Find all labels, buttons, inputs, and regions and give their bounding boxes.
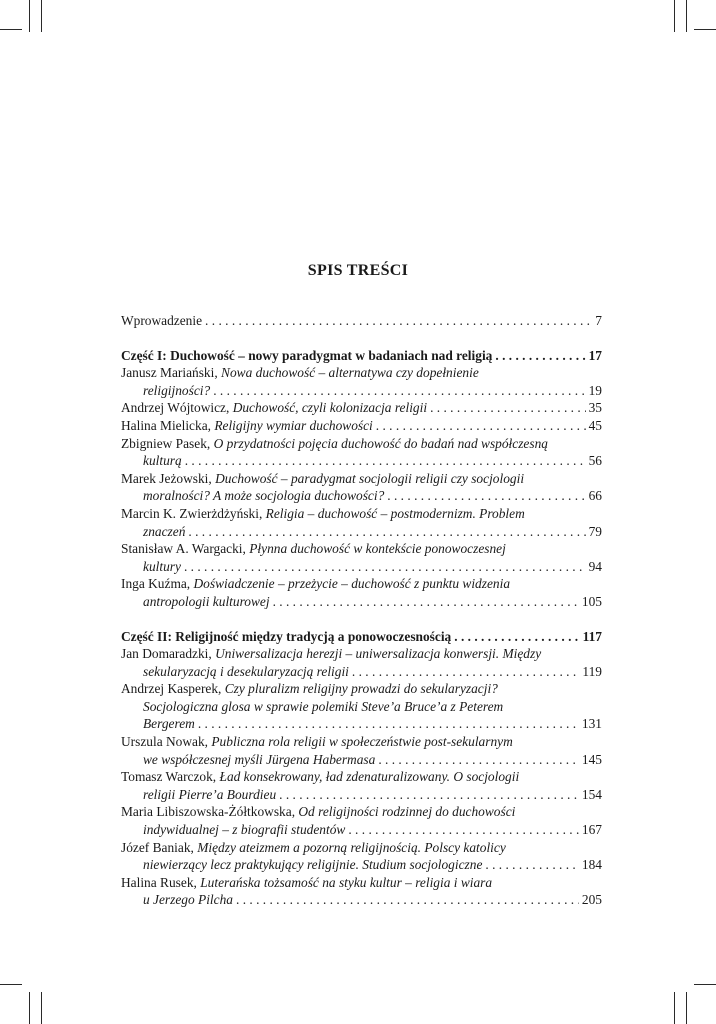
toc-page-number: 56 [588, 453, 602, 469]
toc-entry-title: u Jerzego Pilcha [143, 892, 233, 908]
toc-page-number: 7 [595, 313, 602, 328]
toc-entry-title: antropologii kulturowej [143, 593, 270, 609]
toc-entry-title: Doświadczenie – przeżycie – duchowość z punktu widzenia [193, 576, 511, 592]
leader-dots [376, 417, 586, 435]
page-title: SPIS TREŚCI [307, 262, 409, 279]
toc-entry [121, 768, 602, 803]
toc-entry [121, 839, 602, 874]
toc-entry-line [121, 470, 602, 488]
toc-entry-line [121, 733, 602, 751]
toc-entry-title: Luterańska tożsamość na styku kultur – religia i wiara [200, 874, 493, 890]
toc-entry-author: Marcin K. Zwierżdżyński, [121, 505, 266, 521]
toc-page-number: 94 [588, 558, 602, 574]
toc-entry-text [143, 663, 349, 681]
toc-entry-title: Uniwersalizacja herezji – uniwersalizacja konwersji. Między [215, 646, 542, 662]
toc-page-number: 167 [581, 822, 602, 838]
crop-mark [674, 0, 675, 32]
toc-part-1-entries [121, 364, 602, 610]
leader-dots [273, 593, 579, 611]
toc-entry-title: Bergerem [143, 716, 195, 732]
toc-page-number: 145 [581, 751, 602, 767]
toc-entry-line [121, 821, 602, 839]
toc-page-number: 117 [582, 628, 602, 644]
toc-entry-author: Maria Libiszowska-Żółtkowska, [121, 804, 299, 820]
toc-entry-title: Ład konsekrowany, ład zdenaturalizowany. O socjologii [219, 769, 520, 785]
toc-entry-title: O przydatności pojęcia duchowość do badań nad współczesną [213, 435, 548, 451]
toc-entry-line [121, 575, 602, 593]
toc-entry-title: Publiczna rola religii w społeczeństwie post-sekularnym [211, 734, 513, 750]
toc-page-number: 66 [588, 488, 602, 504]
toc-entry-line [121, 715, 602, 733]
toc-entry-text [143, 715, 195, 733]
toc-entry [121, 733, 602, 768]
toc-entry-title: Płynna duchowość w kontekście ponowoczesnej [249, 541, 506, 557]
toc-entry-line [121, 856, 602, 874]
toc-entry-title: religijności? [143, 382, 211, 398]
leader-dots [184, 558, 586, 576]
toc-entry-title: Duchowość – paradygmat socjologii religii czy socjologii [215, 470, 525, 486]
toc-entry-line [121, 839, 602, 857]
crop-mark [0, 984, 22, 985]
crop-mark [694, 984, 716, 985]
toc-entry-author: Janusz Mariański, [121, 365, 222, 381]
crop-mark [686, 992, 687, 1024]
toc-entry-line [121, 435, 602, 453]
toc-entry [121, 505, 602, 540]
toc-entry-line [121, 751, 602, 769]
toc-page-number: 79 [588, 523, 602, 539]
toc-entry-intro [121, 312, 602, 330]
leader-dots [387, 487, 585, 505]
toc-entry-title: Między ateizmem a pozorną religijnością. Polscy katolicy [197, 839, 506, 855]
toc-entry-title: Czy pluralizm religijny prowadzi do sekularyzacji? [224, 681, 498, 697]
toc-entry-line [121, 540, 602, 558]
crop-mark [41, 992, 42, 1024]
toc-entry-text [143, 751, 375, 769]
crop-mark [29, 0, 30, 32]
toc-entry [121, 645, 602, 680]
toc-entry-line [121, 505, 602, 523]
toc-entry-author: Józef Baniak, [121, 839, 198, 855]
toc-part-label: Część I: Duchowość – nowy paradygmat w badaniach nad religią [121, 347, 493, 363]
toc-entry-title: kulturą [143, 453, 182, 469]
leader-dots [279, 786, 579, 804]
leader-dots [454, 628, 579, 646]
toc-entry-title: niewierzący lecz praktykujący religijnie. Studium socjologiczne [143, 857, 483, 873]
toc-entry-line [121, 768, 602, 786]
leader-dots [198, 715, 579, 733]
crop-mark [41, 0, 42, 32]
toc-entry-title: we współczesnej myśli Jürgena Habermasa [143, 751, 376, 767]
toc-entry [121, 680, 602, 733]
toc-entry-text [143, 382, 210, 400]
toc-entry-title: religii Pierre’a Bourdieu [143, 786, 277, 802]
toc-entry-text [143, 487, 384, 505]
toc-entry-author: Jan Domaradzki, [121, 646, 216, 662]
leader-dots [352, 663, 580, 681]
toc-entry-line [121, 399, 602, 417]
toc-entry-line [121, 558, 602, 576]
toc-page-number: 184 [581, 857, 602, 873]
leader-dots [378, 751, 579, 769]
toc-entry-line [121, 593, 602, 611]
toc-entry-line [121, 891, 602, 909]
toc-entry-text [143, 593, 270, 611]
toc-entry-text [143, 856, 482, 874]
toc-entry-author: Andrzej Wójtowicz, [121, 400, 233, 416]
toc-page-number: 105 [581, 593, 602, 609]
toc-entry-line [121, 417, 602, 435]
table-of-contents [121, 312, 602, 909]
toc-entry-author: Stanisław A. Wargacki, [121, 541, 250, 557]
toc-entry-line [121, 786, 602, 804]
toc-entry-text [143, 523, 185, 541]
crop-mark [29, 992, 30, 1024]
toc-entry [121, 470, 602, 505]
crop-mark [694, 29, 716, 30]
toc-entry-line [121, 645, 602, 663]
toc-entry-line [121, 663, 602, 681]
toc-entry-author: Tomasz Warczok, [121, 769, 220, 785]
toc-page-number: 45 [588, 417, 602, 433]
toc-entry-title: Od religijności rodzinnej do duchowości [298, 804, 516, 820]
toc-page-number: 119 [582, 663, 602, 679]
toc-entry-author: Zbigniew Pasek, [121, 435, 214, 451]
crop-mark [0, 29, 22, 30]
toc-entry-title: Religijny wymiar duchowości [214, 417, 373, 433]
toc-entry-text [121, 399, 427, 417]
leader-dots [185, 452, 586, 470]
toc-entry-title: moralności? A może socjologia duchowości? [143, 488, 385, 504]
toc-part-1 [121, 347, 602, 365]
toc-entry-author: Halina Mielicka, [121, 417, 215, 433]
toc-entry-title: kultury [143, 558, 181, 574]
toc-page-number: 19 [588, 382, 602, 398]
toc-entry-author: Halina Rusek, [121, 874, 201, 890]
leader-dots [213, 382, 585, 400]
toc-entry-title: Duchowość, czyli kolonizacja religii [232, 400, 428, 416]
toc-entry-title: indywidualnej – z biografii studentów [143, 822, 346, 838]
toc-part-2-entries [121, 645, 602, 909]
leader-dots [430, 399, 586, 417]
toc-entry-label: Wprowadzenie [121, 313, 203, 328]
toc-entry-line [121, 523, 602, 541]
toc-entry-line [121, 487, 602, 505]
leader-dots [236, 891, 579, 909]
toc-entry-text [143, 558, 181, 576]
toc-page-number: 205 [581, 892, 602, 908]
toc-page-number: 17 [588, 347, 602, 363]
crop-mark [686, 0, 687, 32]
toc-entry-author: Andrzej Kasperek, [121, 681, 225, 697]
toc-entry-text [143, 891, 233, 909]
toc-entry-text [143, 786, 276, 804]
leader-dots [205, 312, 592, 330]
toc-entry-title: Socjologiczna glosa w sprawie polemiki Steve’a Bruce’a z Peterem [143, 698, 504, 714]
toc-entry-line [121, 364, 602, 382]
crop-mark [674, 992, 675, 1024]
toc-entry-line [121, 452, 602, 470]
toc-entry-line [121, 803, 602, 821]
toc-entry [121, 399, 602, 417]
toc-part-2 [121, 628, 602, 646]
toc-entry [121, 575, 602, 610]
toc-entry-title: Nowa duchowość – alternatywa czy dopełnienie [221, 365, 479, 381]
toc-entry-author: Inga Kuźma, [121, 576, 194, 592]
toc-entry-title: znaczeń [143, 523, 186, 539]
toc-entry [121, 417, 602, 435]
toc-entry-author: Marek Jeżowski, [121, 470, 216, 486]
toc-entry-title: Religia – duchowość – postmodernizm. Problem [265, 505, 525, 521]
leader-dots [495, 347, 585, 365]
toc-entry-line [121, 874, 602, 892]
toc-entry [121, 364, 602, 399]
leader-dots [348, 821, 579, 839]
toc-entry [121, 435, 602, 470]
leader-dots [485, 856, 579, 874]
toc-entry [121, 803, 602, 838]
toc-entry [121, 540, 602, 575]
toc-entry-text [143, 821, 345, 839]
toc-page-number: 154 [581, 786, 602, 802]
toc-page-number: 131 [581, 716, 602, 732]
toc-part-label: Część II: Religijność między tradycją a ponowoczesnością [121, 628, 452, 644]
toc-page-number: 35 [588, 400, 602, 416]
toc-entry-title: sekularyzacją i desekularyzacją religii [143, 663, 349, 679]
toc-entry-author: Urszula Nowak, [121, 734, 212, 750]
toc-entry [121, 874, 602, 909]
toc-entry-text [121, 417, 373, 435]
leader-dots [188, 523, 585, 541]
toc-entry-line [121, 698, 602, 716]
toc-entry-line [121, 680, 602, 698]
toc-entry-line [121, 382, 602, 400]
toc-entry-text [143, 452, 182, 470]
